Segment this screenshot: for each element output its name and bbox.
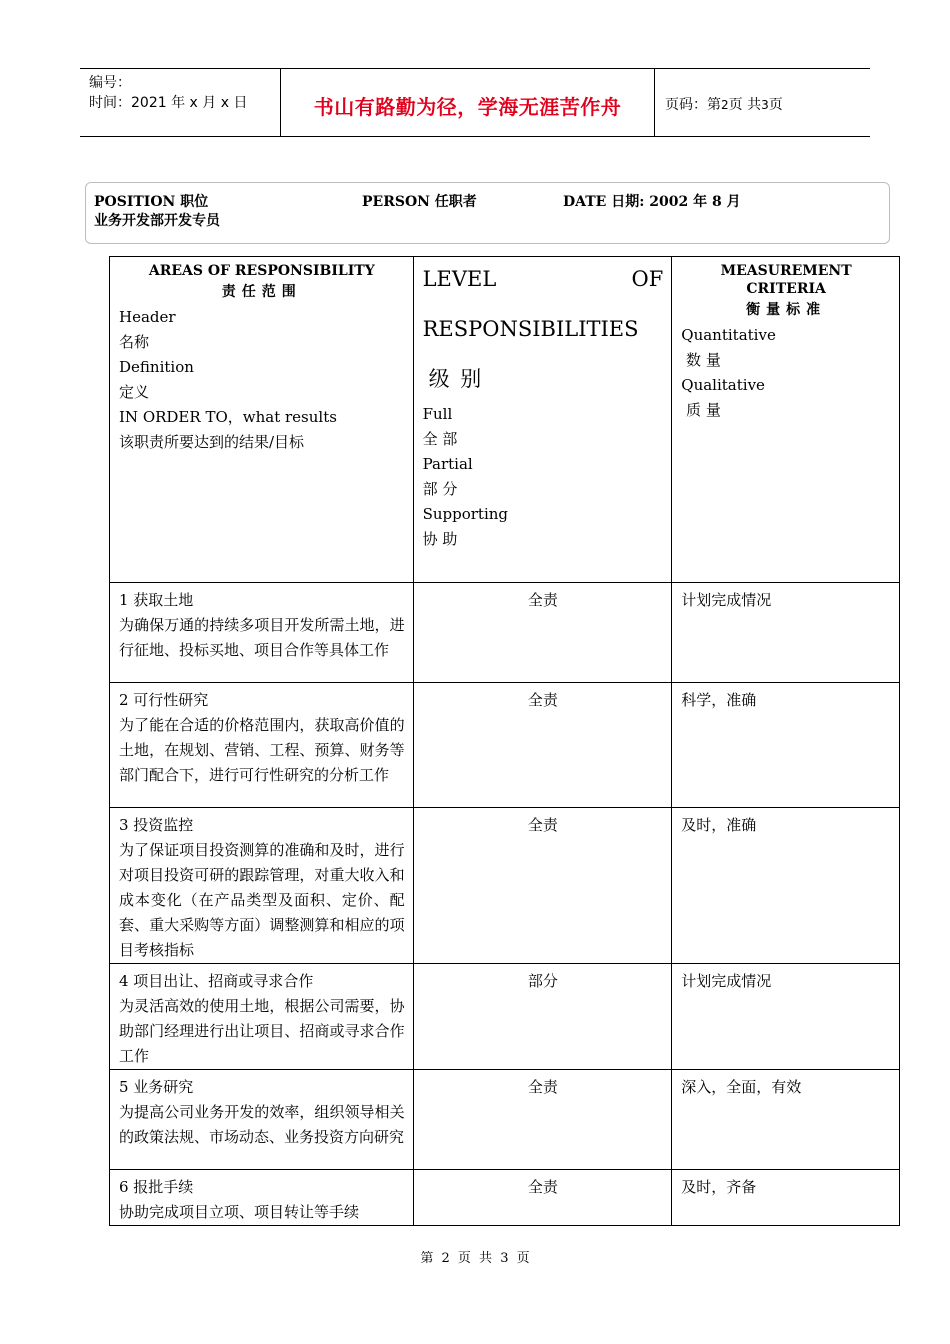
criteria-title-cn: 衡量标准 xyxy=(746,302,827,318)
area-title: 5 业务研究 xyxy=(119,1078,194,1096)
area-desc: 为了保证项目投资测算的准确和及时，进行对项目投资可研的跟踪管理，对重大收入和成本变化（在产品类型及面积、定价、配套、重大采购等方面）调整测算和相应的项目考核指标 xyxy=(119,841,405,959)
areas-line: 定义 xyxy=(119,383,150,401)
area-desc: 为灵活高效的使用土地，根据公司需要，协助部门经理进行出让项目、招商或寻求合作工作 xyxy=(119,997,405,1065)
areas-line: 该职责所要达到的结果/目标 xyxy=(119,433,305,451)
criteria-line: Qualitative xyxy=(681,376,765,394)
areas-line: IN ORDER TO，what results xyxy=(119,408,337,426)
criteria-header-cell xyxy=(672,257,900,583)
area-title: 2 可行性研究 xyxy=(119,691,209,709)
area-cell xyxy=(110,683,414,808)
areas-header-cell xyxy=(110,257,414,583)
criteria-cell: 计划完成情况 xyxy=(672,583,900,683)
area-desc: 为提高公司业务开发的效率，组织领导相关的政策法规、市场动态、业务投资方向研究 xyxy=(119,1103,405,1146)
criteria-title: MEASUREMENT CRITERIA xyxy=(720,263,852,297)
level-line: 部 分 xyxy=(422,480,458,498)
level-line: Partial xyxy=(422,455,473,473)
area-desc: 为确保万通的持续多项目开发所需土地，进行征地、投标买地、项目合作等具体工作 xyxy=(119,616,405,659)
document-header xyxy=(80,68,870,137)
header-motto: 书山有路勤为径，学海无涯苦作舟 xyxy=(313,95,622,119)
time-label: 时间：2021 年 x 月 x 日 xyxy=(89,95,248,111)
level-of-row xyxy=(423,266,664,292)
table-row xyxy=(110,808,900,964)
level-cell: 全责 xyxy=(413,1070,672,1170)
header-divider xyxy=(654,69,655,136)
level-header-cell xyxy=(413,257,672,583)
areas-title: AREAS OF RESPONSIBILITY xyxy=(148,263,375,279)
table-row xyxy=(110,1070,900,1170)
table-row xyxy=(110,964,900,1070)
areas-line: Header xyxy=(119,308,176,326)
criteria-line: 数 量 xyxy=(681,351,721,369)
page-footer: 第 2 页 共 3 页 xyxy=(420,1251,530,1266)
area-title: 4 项目出让、招商或寻求合作 xyxy=(119,972,314,990)
number-label: 编号： xyxy=(89,75,131,91)
area-title: 1 获取土地 xyxy=(119,591,194,609)
page-suffix: 页 xyxy=(768,97,783,113)
header-page-info xyxy=(665,94,783,114)
area-title: 6 报批手续 xyxy=(119,1178,194,1196)
area-cell xyxy=(110,1170,414,1226)
area-cell xyxy=(110,583,414,683)
responsibility-table xyxy=(109,256,900,1226)
level-cell: 全责 xyxy=(413,1170,672,1226)
level-line: 协 助 xyxy=(422,530,458,548)
page-total: 3 xyxy=(761,98,769,112)
table-row xyxy=(110,583,900,683)
person-label: PERSON 任职者 xyxy=(362,194,477,210)
area-cell xyxy=(110,808,414,964)
position-title: 业务开发部开发专员 xyxy=(94,213,220,229)
areas-line: Definition xyxy=(119,358,194,376)
area-desc: 为了能在合适的价格范围内，获取高价值的土地，在规划、营销、工程、预算、财务等部门配合下，进行可行性研究的分析工作 xyxy=(119,716,405,784)
area-desc: 协助完成项目立项、项目转让等手续 xyxy=(119,1203,360,1221)
area-cell xyxy=(110,1070,414,1170)
of-word: OF xyxy=(631,267,664,291)
criteria-cell: 及时，准确 xyxy=(672,808,900,964)
criteria-cell: 及时，齐备 xyxy=(672,1170,900,1226)
position-label: POSITION 职位 xyxy=(94,194,209,210)
page-current: 2 xyxy=(721,98,729,112)
level-cell: 全责 xyxy=(413,808,672,964)
area-title: 3 投资监控 xyxy=(119,816,194,834)
criteria-cell: 计划完成情况 xyxy=(672,964,900,1070)
level-line: Supporting xyxy=(422,505,509,523)
area-cell xyxy=(110,964,414,1070)
level-cell: 部分 xyxy=(413,964,672,1070)
position-row xyxy=(94,191,741,211)
position-info-box xyxy=(85,182,890,244)
date-label: DATE 日期: 2002 年 8 月 xyxy=(563,194,741,210)
criteria-cell: 科学，准确 xyxy=(672,683,900,808)
table-header-row xyxy=(110,257,900,583)
criteria-cell: 深入，全面，有效 xyxy=(672,1070,900,1170)
level-line: Full xyxy=(422,405,453,423)
criteria-line: Quantitative xyxy=(681,326,776,344)
responsibilities-word: RESPONSIBILITIES xyxy=(422,317,639,341)
level-cell: 全责 xyxy=(413,583,672,683)
level-word: LEVEL xyxy=(422,267,497,291)
level-cell: 全责 xyxy=(413,683,672,808)
table-row xyxy=(110,683,900,808)
header-meta xyxy=(89,73,247,113)
page-mid: 页 共 xyxy=(728,97,762,113)
table-row xyxy=(110,1170,900,1226)
areas-line: 名称 xyxy=(119,333,150,351)
page-prefix: 页码：第 xyxy=(665,97,721,113)
level-cn: 级 别 xyxy=(428,367,484,391)
level-line: 全 部 xyxy=(422,430,458,448)
criteria-line: 质 量 xyxy=(681,401,721,419)
areas-title-cn: 责任范围 xyxy=(221,284,302,300)
